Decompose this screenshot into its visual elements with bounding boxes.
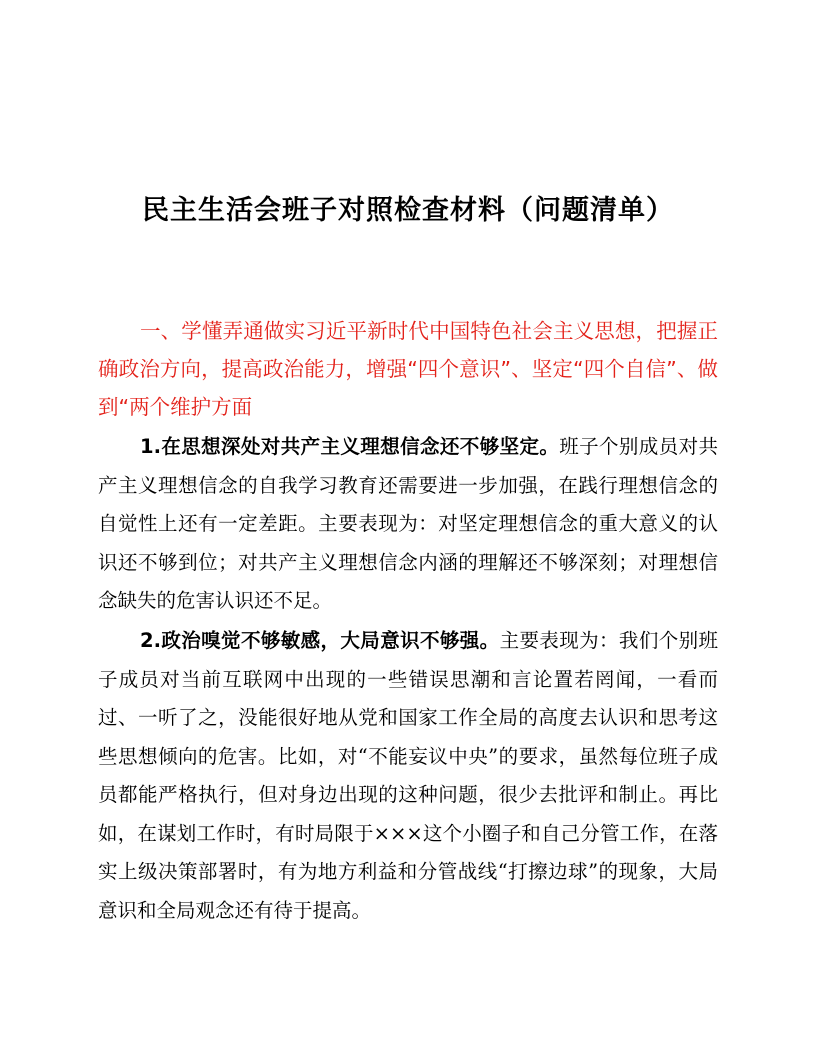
paragraph-2-body: 主要表现为：我们个别班子成员对当前互联网中出现的一些错误思潮和言论置若罔闻，一看而过、一听了之，没能很好地从党和国家工作全局的高度去认识和思考这些思想倾向的危害。比如，对“不能妄议中央”的要求，虽然每位班子成员都能严格执行，但对身边出现的这种问题，很少去批评和制止。再比如，在谋划工作时，有时局限于×××这个小圈子和自己分管工作，在落实上级决策部署时，有为地方利益和分管战线“打擦边球”的现象，大局意识和全局观念还有待于提高。 bbox=[98, 629, 718, 922]
paragraph-1-body: 班子个别成员对共产主义理想信念的自我学习教育还需要进一步加强，在践行理想信念的自觉性上还有一定差距。主要表现为：对坚定理想信念的重大意义的认识还不够到位；对共产主义理想信念内涵的理解还不够深刻；对理想信念缺失的危害认识还不足。 bbox=[98, 435, 718, 612]
paragraph-2 bbox=[98, 622, 718, 930]
document-title: 民主生活会班子对照检查材料（问题清单） bbox=[142, 195, 674, 226]
section-heading: 一、学懂弄通做实习近平新时代中国特色社会主义思想，把握正确政治方向，提高政治能力，增强“四个意识”、坚定“四个自信”、做到“两个维护方面 bbox=[98, 319, 718, 419]
paragraph-2-lead: 2.政治嗅觉不够敏感，大局意识不够强。 bbox=[140, 629, 500, 652]
paragraph-1 bbox=[98, 428, 718, 621]
paragraph-1-lead: 1.在思想深处对共产主义理想信念还不够坚定。 bbox=[140, 435, 560, 458]
